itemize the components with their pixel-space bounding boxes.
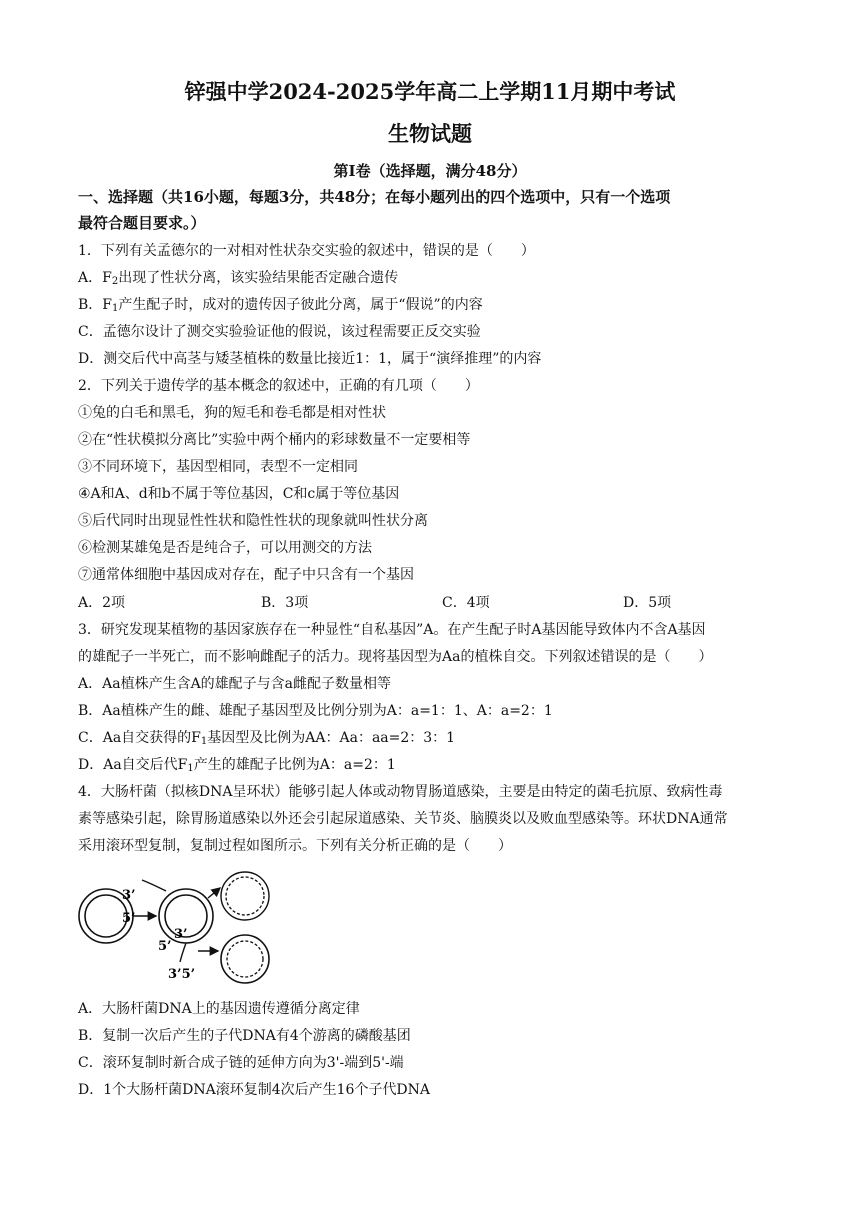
q3-d-post: 产生的雄配子比例为A：a=2：1 [193, 757, 396, 773]
q4-stem-line1: 4．大肠杆菌（拟核DNA呈环状）能够引起人体或动物胃肠道感染，主要是由特定的菌毛抗原、致病性毒 [78, 784, 723, 800]
q1-a-post: 出现了性状分离，该实验结果能否定融合遗传 [118, 270, 399, 286]
q3-option-b: B．Aa植株产生的雌、雄配子基因型及比例分别为A：a=1：1、A：a=2：1 [78, 703, 553, 719]
q3-option-c [78, 728, 800, 752]
q3-d-sub: 1 [187, 763, 194, 774]
product-bottom-outer-circle [221, 935, 269, 983]
q3-stem-line2: 的雄配子一半死亡，而不影响雌配子的活力。现将基因型为Aa的植株自交。下列叙述错误的是（ ） [78, 649, 713, 665]
q2-option-b: B．3项 [261, 595, 309, 611]
q1-b-post: 产生配子时，成对的遗传因子彼此分离，属于“假说”的内容 [118, 297, 483, 313]
product-arrow-top [208, 888, 220, 898]
q2-item-3: ③不同环境下，基因型相同，表型不一定相同 [78, 459, 358, 475]
q2-option-a: A．2项 [78, 595, 126, 611]
q3-c-pre: C．Aa自交获得的F [78, 730, 201, 746]
q4-stem-line2: 素等感染引起，除胃肠道感染以外还会引起尿道感染、关节炎、脑膜炎以及败血型感染等。环状DNA通常 [78, 811, 728, 827]
q2-item-6: ⑥检测某雄兔是否是纯合子，可以用测交的方法 [78, 540, 372, 556]
q4-stem-line3: 采用滚环型复制，复制过程如图所示。下列有关分析正确的是（ ） [78, 838, 512, 854]
label-3prime-mid: 3’ [174, 927, 188, 942]
q4-option-c: C．滚环复制时新合成子链的延伸方向为3'-端到5'-端 [78, 1055, 404, 1071]
q1-a-pre: A．F [78, 270, 112, 286]
part-heading: 第Ⅰ卷（选择题，满分48分） [333, 162, 527, 180]
q1-option-d: D．测交后代中高茎与矮茎植株的数量比接近1：1，属于“演绎推理”的内容 [78, 351, 542, 367]
q1-b-sub: 1 [112, 303, 119, 314]
q1-option-a [78, 268, 800, 292]
product-bottom-dashed-circle [227, 941, 263, 977]
q2-item-4: ④A和A、d和b不属于等位基因，C和c属于等位基因 [78, 486, 400, 502]
section-heading-line2: 最符合题目要求。） [78, 214, 206, 232]
q4-option-b: B．复制一次后产生的子代DNA有4个游离的磷酸基团 [78, 1028, 411, 1044]
label-3prime-5prime-bottom: 3’5’ [168, 967, 196, 982]
q2-stem: 2．下列关于遗传学的基本概念的叙述中，正确的有几项（ ） [78, 378, 479, 394]
q3-stem-line1: 3．研究发现某植物的基因家族存在一种显性“自私基因”A。在产生配子时A基因能导致体内不含A基因 [78, 622, 706, 638]
q3-c-sub: 1 [200, 736, 208, 747]
exam-title: 锌强中学2024-2025学年高二上学期11月期中考试 [184, 79, 676, 104]
q2-options [78, 592, 800, 612]
parent-dna-inner-circle [85, 895, 127, 937]
q2-item-2: ②在“性状模拟分离比”实验中两个桶内的彩球数量不一定要相等 [78, 432, 471, 448]
exam-subject: 生物试题 [388, 121, 472, 146]
q2-option-c: C．4项 [442, 595, 490, 611]
label-5prime-top: 5’ [122, 911, 136, 926]
q1-stem: 1．下列有关孟德尔的一对相对性状杂交实验的叙述中，错误的是（ ） [78, 243, 535, 259]
q4-option-d: D．1个大肠杆菌DNA滚环复制4次后产生16个子代DNA [78, 1082, 431, 1098]
label-5prime-mid: 5’ [158, 939, 172, 954]
q2-item-5: ⑤后代同时出现显性性状和隐性性状的现象就叫性状分离 [78, 513, 428, 529]
section-heading-line1: 一、选择题（共16小题，每题3分，共48分；在每小题列出的四个选项中，只有一个选项 [78, 188, 671, 206]
q3-option-a: A．Aa植株产生含A的雄配子与含a雌配子数量相等 [78, 676, 392, 692]
product-top-outer-circle [221, 872, 269, 920]
rolling-circle-diagram [70, 866, 300, 990]
q1-option-c: C．孟德尔设计了测交实验验证他的假说，该过程需要正反交实验 [78, 324, 481, 340]
q3-option-d [78, 755, 800, 779]
displaced-strand-lower [180, 943, 186, 962]
displaced-strand [142, 880, 166, 891]
q3-c-post: 基因型及比例为AA：Aa：aa=2：3：1 [207, 730, 456, 746]
q2-option-d: D．5项 [623, 595, 672, 611]
q2-item-1: ①兔的白毛和黑毛，狗的短毛和卷毛都是相对性状 [78, 405, 386, 421]
product-top-dashed-circle [226, 877, 264, 915]
q3-d-pre: D．Aa自交后代F [78, 757, 188, 773]
q1-b-pre: B．F [78, 297, 113, 313]
q1-a-sub: 2 [111, 276, 119, 287]
q1-option-b [78, 295, 800, 319]
label-3prime-top: 3’ [122, 888, 136, 903]
q4-option-a: A．大肠杆菌DNA上的基因遗传遵循分离定律 [78, 1001, 360, 1017]
q2-item-7: ⑦通常体细胞中基因成对存在，配子中只含有一个基因 [78, 567, 414, 583]
